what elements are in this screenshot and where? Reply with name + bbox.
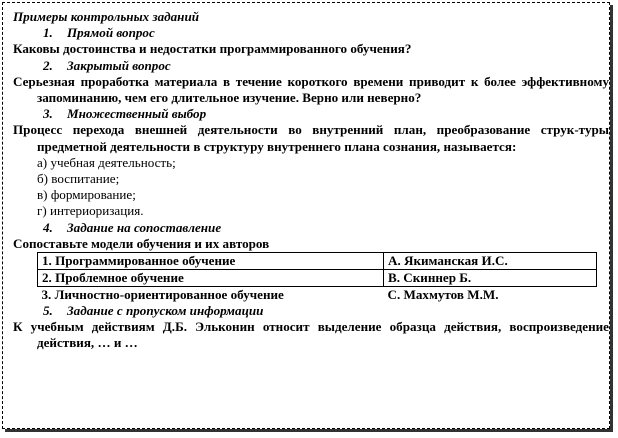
q3-option-d: г) интериоризация.	[37, 203, 144, 219]
q5-type: Задание с пропуском информации	[67, 302, 264, 318]
table-cell: 1. Программированное обучение	[38, 252, 384, 269]
table-cell: С. Махмутов М.М.	[387, 286, 499, 302]
q1-heading	[13, 25, 609, 41]
q3-option-c: в) формирование;	[37, 187, 136, 203]
q3-option-a: а) учебная деятельность;	[37, 154, 176, 170]
q3-text: Процесс перехода внешней деятельности во внутренний план, преобразование струк-туры предметной деятельности в структуру внутреннего плана сознания, называется:	[13, 122, 609, 154]
document-body	[13, 9, 609, 351]
q4-type: Задание на сопоставление	[67, 219, 222, 235]
document-frame	[2, 2, 610, 429]
table-cell: 2. Проблемное обучение	[38, 269, 384, 286]
q5-heading	[13, 303, 609, 319]
table-cell: А. Якиманская И.С.	[384, 252, 597, 269]
page-title: Примеры контрольных заданий	[13, 9, 200, 24]
q2-type: Закрытый вопрос	[67, 57, 171, 73]
q5-number: 5.	[43, 302, 53, 318]
matching-table	[37, 252, 597, 303]
q2-number: 2.	[43, 57, 53, 73]
table-cell: В. Скиннер Б.	[384, 269, 597, 286]
q4-text: Сопоставьте модели обучения и их авторов	[13, 235, 270, 251]
q3-number: 3.	[43, 106, 53, 122]
q3-option-b: б) воспитание;	[37, 170, 120, 186]
q1-number: 1.	[43, 25, 53, 41]
q3-heading	[13, 106, 609, 122]
table-cell: 3. Личностно-ориентированное обучение	[41, 286, 284, 302]
q4-heading	[13, 220, 609, 236]
q3-type: Множественный выбор	[67, 106, 207, 122]
q5-text: К учебным действиям Д.Б. Эльконин относит выделение образца действия, воспроизведение действия, … и …	[13, 319, 609, 351]
table-row	[38, 269, 597, 286]
table-row	[38, 286, 597, 303]
q1-text: Каковы достоинства и недостатки программированного обучения?	[13, 41, 412, 57]
table-row	[38, 252, 597, 269]
q2-text: Серьезная проработка материала в течение короткого времени приводит к более эффективному запоминанию, чем его длительное изучение. Верно или неверно?	[13, 73, 609, 105]
q1-type: Прямой вопрос	[67, 25, 155, 41]
q4-number: 4.	[43, 219, 53, 235]
q2-heading	[13, 58, 609, 74]
